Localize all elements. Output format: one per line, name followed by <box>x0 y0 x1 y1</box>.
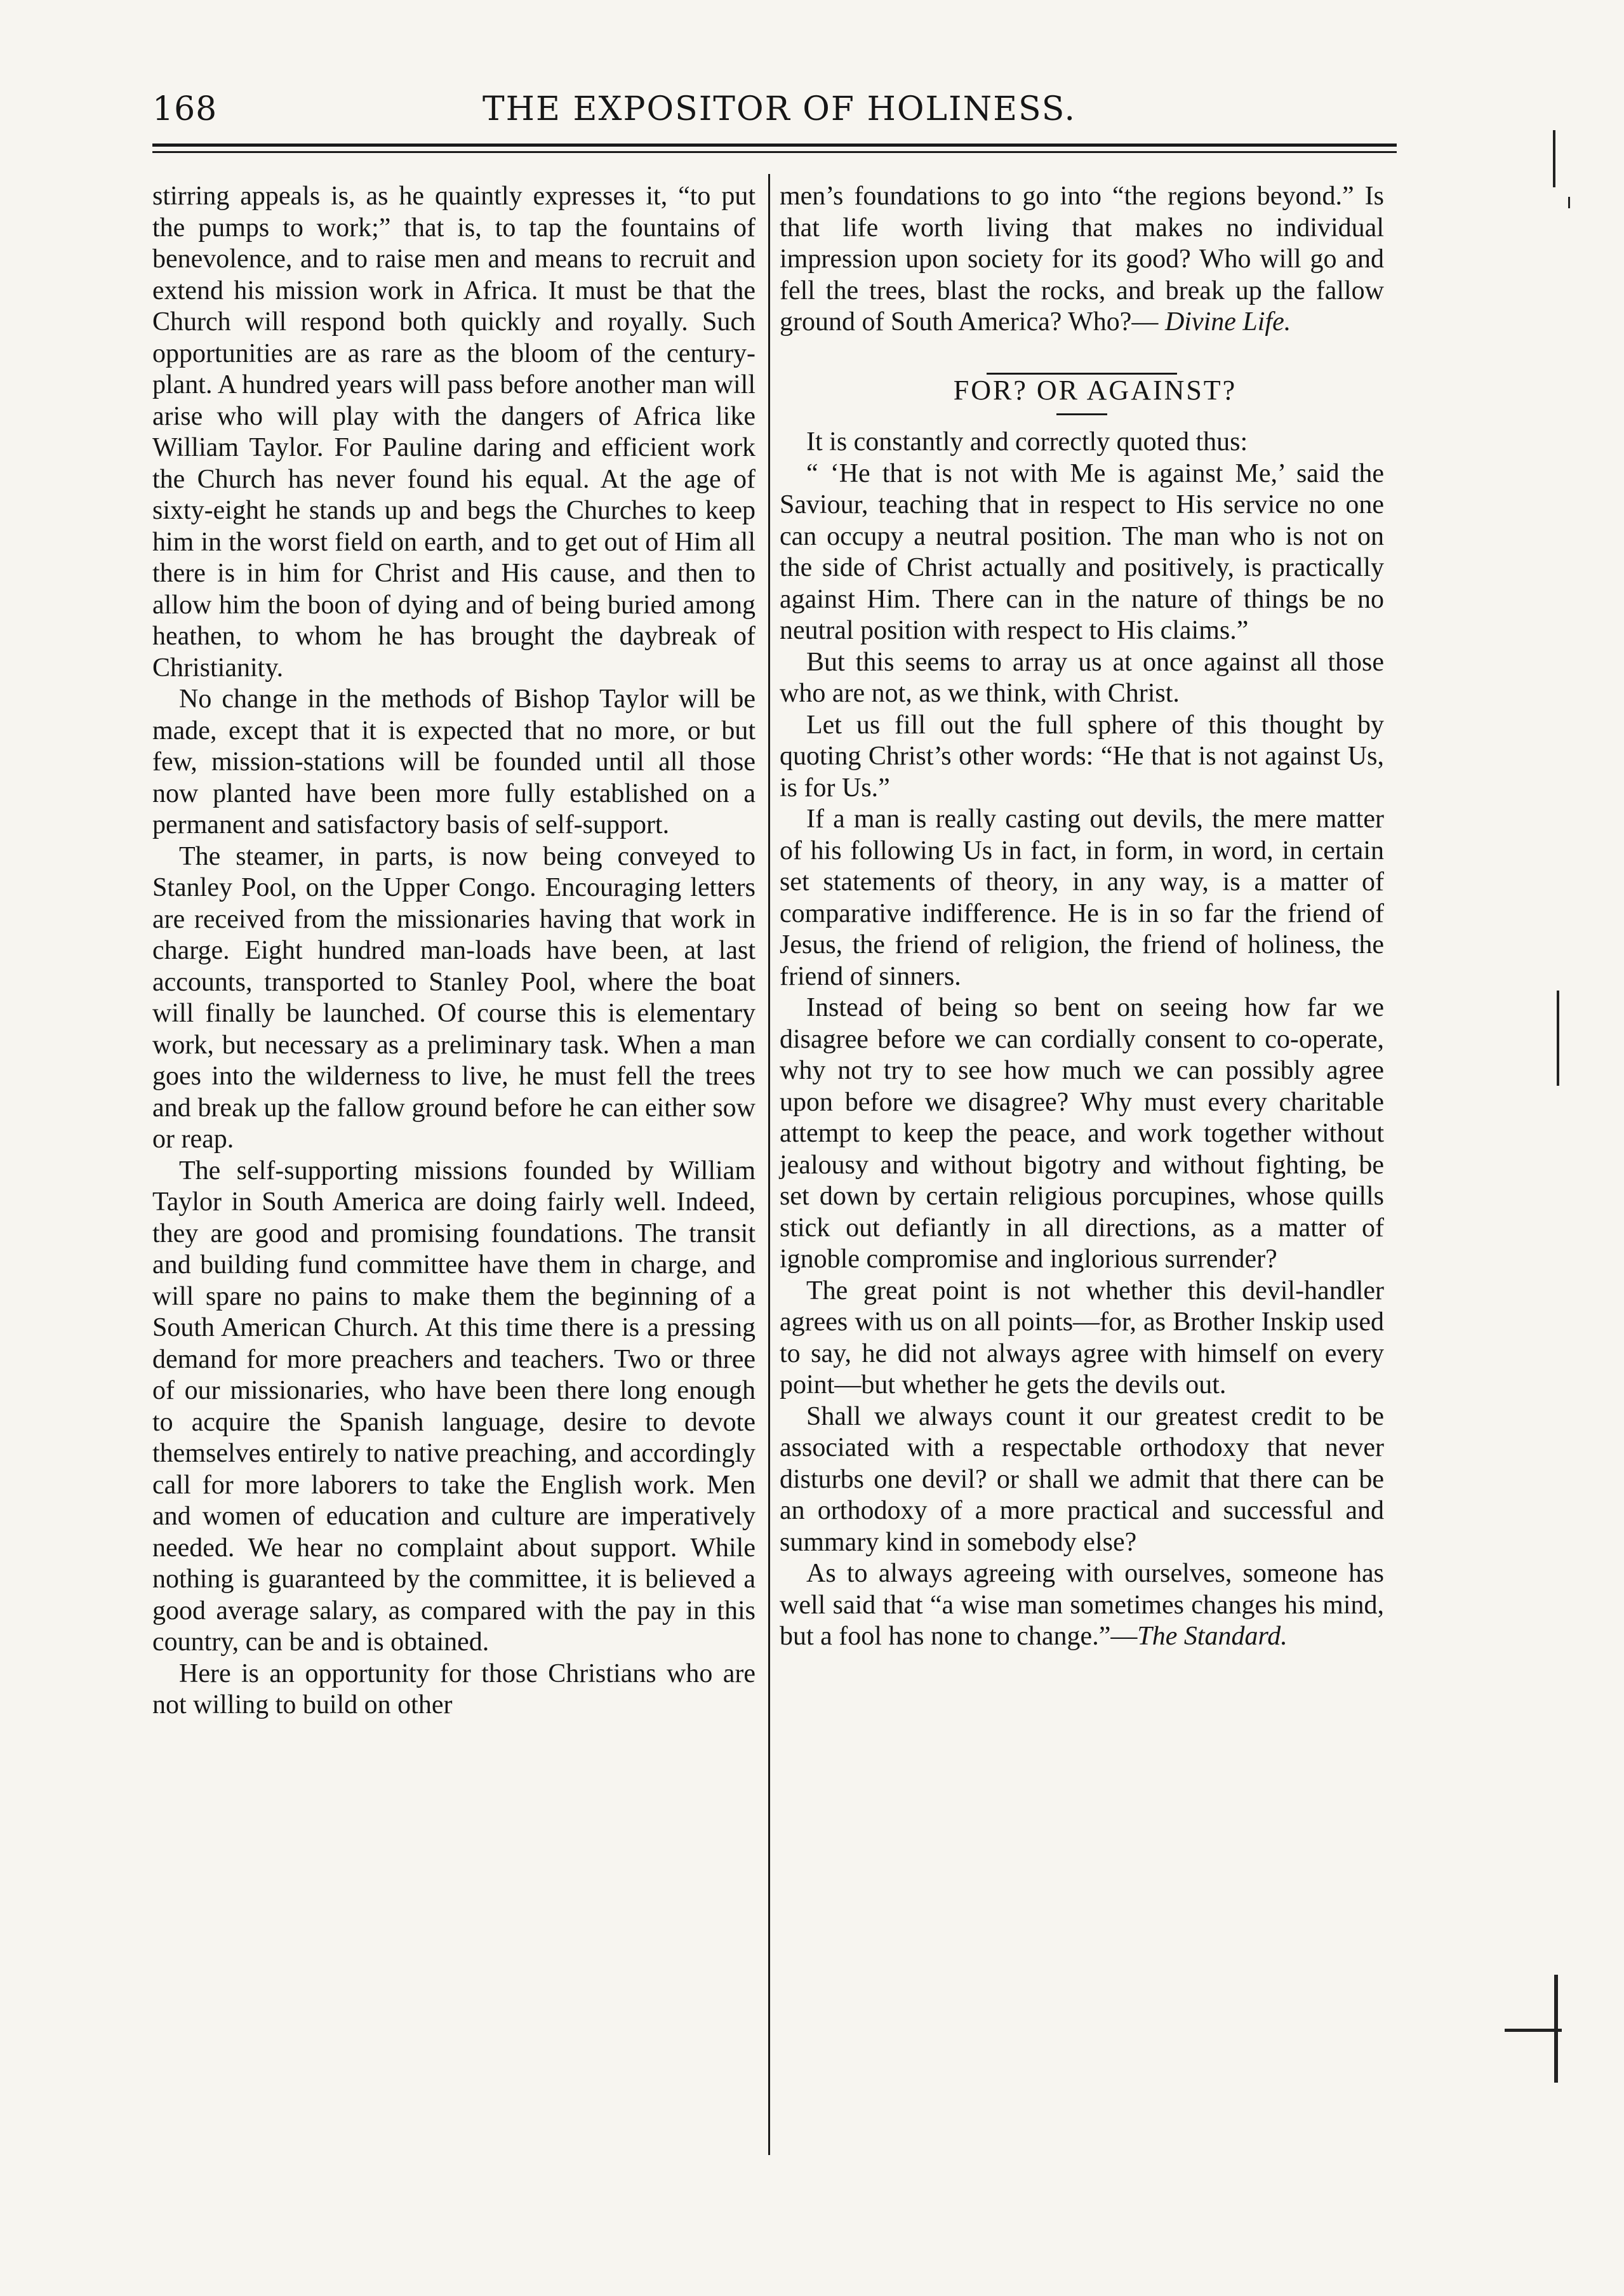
left-column <box>152 181 755 1721</box>
continuation-text: men’s foundations to go into “the regions beyond.” Is that life worth living that makes no individual impression upon society for its good? Who will go and fell the trees, blast the rocks, and break up the fallow ground of South America? Who?— <box>780 182 1384 337</box>
page-header <box>152 90 1371 135</box>
margin-mark <box>1557 991 1559 1086</box>
paragraph: stirring appeals is, as he quaintly expresses it, “to put the pumps to work;” that is, to tap the fountains of benevolence, and to raise men and means to recruit and extend his mission work in Africa. It must be that the Church will respond both quickly and royally. Such opportunities are as rare as the bloom of the century-plant. A hundred years will pass before another man will arise who will play with the dangers of Africa like William Taylor. For Pauline daring and efficient work the Church has never found his equal. At the age of sixty-eight he stands up and begs the Churches to keep him in the worst field on earth, and to get out of Him all there is in him for Christ and His cause, and then to allow him the boon of dying and of being buried among heathen, to whom he has brought the daybreak of Christianity. <box>152 182 755 683</box>
right-column <box>780 181 1384 1653</box>
closing-text: As to always agreeing with ourselves, someone has well said that “a wise man sometimes changes his mind, but a fool has none to change.”— <box>780 1559 1384 1651</box>
paragraph: It is constantly and correctly quoted thus: <box>806 427 1248 457</box>
column-divider <box>768 174 770 2155</box>
paragraph: But this seems to array us at once against all those who are not, as we think, with Christ. <box>780 647 1384 708</box>
header-rule-thick <box>152 144 1397 147</box>
margin-mark <box>1553 130 1555 187</box>
paragraph <box>780 1558 1384 1653</box>
paragraph: The great point is not whether this devil-handler agrees with us on all points—for, as Brother Inskip used to say, he did not always agree with himself on every point—but whether he gets the devils out. <box>780 1276 1384 1399</box>
paragraph: Here is an opportunity for those Christians who are not willing to build on other <box>152 1659 755 1719</box>
running-title: THE EXPOSITOR OF HOLINESS. <box>483 90 1077 128</box>
paragraph: The steamer, in parts, is now being conveyed to Stanley Pool, on the Upper Congo. Encouraging letters are received from the missionaries having that work in charge. Eight hundred man-loads have been, at last accounts, transported to Stanley Pool, where the boat will finally be launched. Of course this is elementary work, but necessary as a preliminary task. When a man goes into the wilderness to live, he must fell the trees and break up the fallow ground before he can either sow or reap. <box>152 841 755 1154</box>
paragraph: The self-supporting missions founded by William Taylor in South America are doing fairly well. Indeed, they are good and promising foundations. The transit and building fund committee have them in charge, and will spare no pains to make them the beginning of a South American Church. At this time there is a pressing demand for more preachers and teachers. Two or three of our missionaries, who have been there long enough to acquire the Spanish language, desire to devote themselves entirely to native preaching, and accordingly call for more laborers to take the English work. Men and women of education and culture are imperatively needed. We hear no complaint about support. While nothing is guaranteed by the committee, it is believed a good average salary, as compared with the pay in this country, can be and is obtained. <box>152 1156 755 1657</box>
paragraph: If a man is really casting out devils, the mere matter of his following Us in fact, in form, in word, in certain set statements of theory, in any way, is a matter of comparative indifference. He is in so far the friend of Jesus, the friend of religion, the friend of holiness, the friend of sinners. <box>780 804 1384 991</box>
article-title: FOR? OR AGAINST? <box>953 374 1237 406</box>
paragraph: Shall we always count it our greatest credit to be associated with a respectable orthodoxy that never disturbs one devil? or shall we admit that there can be an orthodoxy of a more practical and successful and summary kind in somebody else? <box>780 1401 1384 1557</box>
source-credit: The Standard. <box>1137 1622 1288 1651</box>
paragraph: Let us fill out the full sphere of this thought by quoting Christ’s other words: “He that is not against Us, is for Us.” <box>780 710 1384 803</box>
continuation-paragraph <box>780 181 1384 338</box>
margin-mark <box>1505 2029 1562 2032</box>
title-underline <box>1056 413 1107 415</box>
page-number: 168 <box>152 90 218 128</box>
header-rule-thin <box>152 151 1397 153</box>
paragraph: No change in the methods of Bishop Taylor will be made, except that it is expected that no more, or but few, mission-stations will be founded until all those now planted have been more fully established on a permanent and satisfactory basis of self-support. <box>152 684 755 839</box>
paragraph: Instead of being so bent on seeing how far we disagree before we can cordially consent to co-operate, why not try to see how much we can possibly agree upon before we disagree? Why must every charitable attempt to keep the peace, and work together without jealousy and without bigotry and without fighting, be set down by certain religious porcupines, whose quills stick out defiantly in all directions, as a matter of ignoble compromise and inglorious surrender? <box>780 993 1384 1274</box>
source-credit: Divine Life. <box>1164 307 1291 337</box>
paragraph: “ ‘He that is not with Me is against Me,’ said the Saviour, teaching that in respect to His service no one can occupy a neutral position. The man who is not on the side of Christ actually and positively, is practically against Him. There can in the nature of things be no neutral position with respect to His claims.” <box>780 458 1384 645</box>
margin-mark <box>1568 197 1570 208</box>
